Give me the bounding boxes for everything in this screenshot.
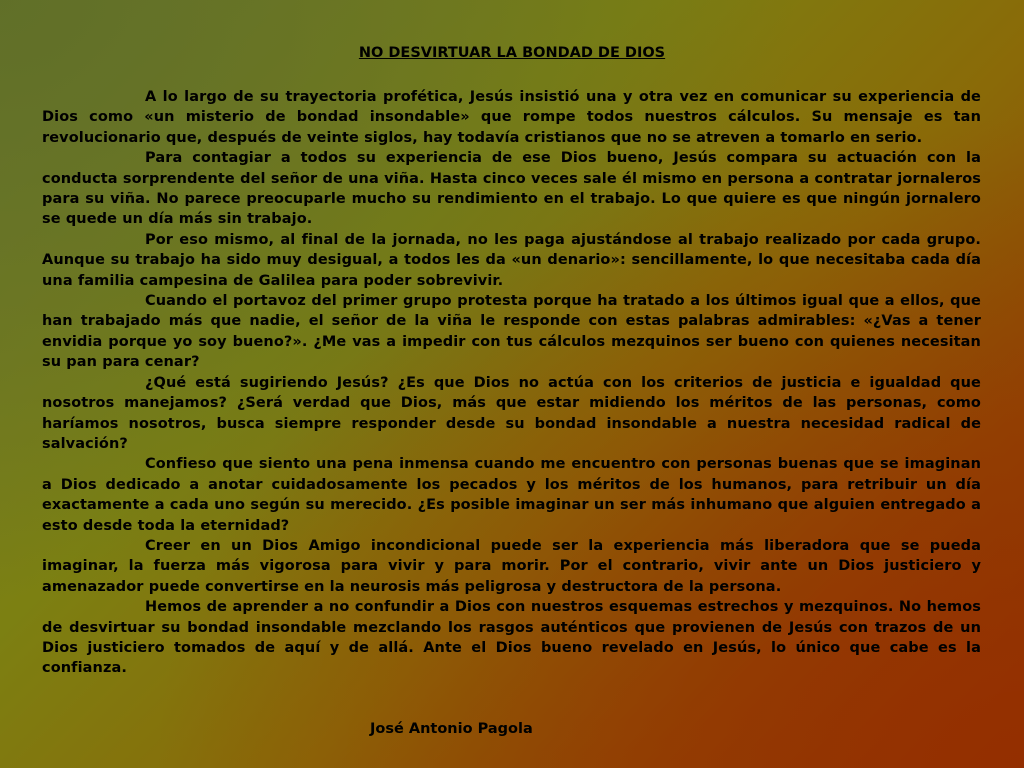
paragraph-3: Por eso mismo, al final de la jornada, no les paga ajustándose al trabajo realizado por cada grupo. Aunque su trabajo ha sido muy desigual, a todos les da «un denario»: sencillamente, lo que necesitaba cada día una familia campesina de Galilea para poder sobrevivir. [42, 231, 981, 289]
paragraph-1: A lo largo de su trayectoria profética, Jesús insistió una y otra vez en comunicar su experiencia de Dios como «un misterio de bondad insondable» que rompe todos nuestros cálculos. Su mensaje es tan revolucionario que, después de veinte siglos, hay todavía cristianos que no se atreven a tomarlo en serio. [42, 89, 981, 146]
paragraph-8: Hemos de aprender a no confundir a Dios con nuestros esquemas estrechos y mezquinos. No hemos de desvirtuar su bondad insondable mezclando los rasgos auténticos que provienen de Jesús con trazos de un Dios justiciero tomados de aquí y de allá. Ante el Dios bueno revelado en Jesús, lo único que cabe es la confianza. [42, 599, 981, 677]
paragraph-7: Creer en un Dios Amigo incondicional puede ser la experiencia más liberadora que se pueda imaginar, la fuerza más vigorosa para vivir y para morir. Por el contrario, vivir ante un Dios justiciero y amenazador puede convertirse en la neurosis más peligrosa y destructora de la persona. [42, 537, 981, 595]
paragraph-6: Confieso que siento una pena inmensa cuando me encuentro con personas buenas que se imaginan a Dios dedicado a anotar cuidadosamente los pecados y los méritos de los humanos, para retribuir un día exactamente a cada uno según su merecido. ¿Es posible imaginar un ser más inhumano que alguien entregado a esto desde toda la eternidad? [42, 456, 981, 534]
document-title: NO DESVIRTUAR LA BONDAD DE DIOS [358, 45, 666, 61]
paragraph-2: Para contagiar a todos su experiencia de ese Dios bueno, Jesús compara su actuación con la conducta sorprendente del señor de una viña. Hasta cinco veces sale él mismo en persona a contratar jornaleros para su viña. No parece preocuparle mucho su rendimiento en el trabajo. Lo que quiere es que ningún jornalero se quede un día más sin trabajo. [42, 150, 981, 228]
document-body [42, 87, 981, 679]
paragraph-5: ¿Qué está sugiriendo Jesús? ¿Es que Dios no actúa con los criterios de justicia e igualdad que nosotros manejamos? ¿Será verdad que Dios, más que estar midiendo los méritos de las personas, como haríamos nosotros, busca siempre responder desde su bondad insondable a nuestra necesidad radical de salvación? [42, 374, 981, 452]
paragraph-4: Cuando el portavoz del primer grupo protesta porque ha tratado a los últimos igual que a ellos, que han trabajado más que nadie, el señor de la viña le responde con estas palabras admirables: «¿Vas a tener envidia porque yo soy bueno?». ¿Me vas a impedir con tus cálculos mezquinos ser bueno con quienes necesitan su pan para cenar? [42, 293, 981, 371]
author-signature: José Antonio Pagola [370, 721, 533, 737]
